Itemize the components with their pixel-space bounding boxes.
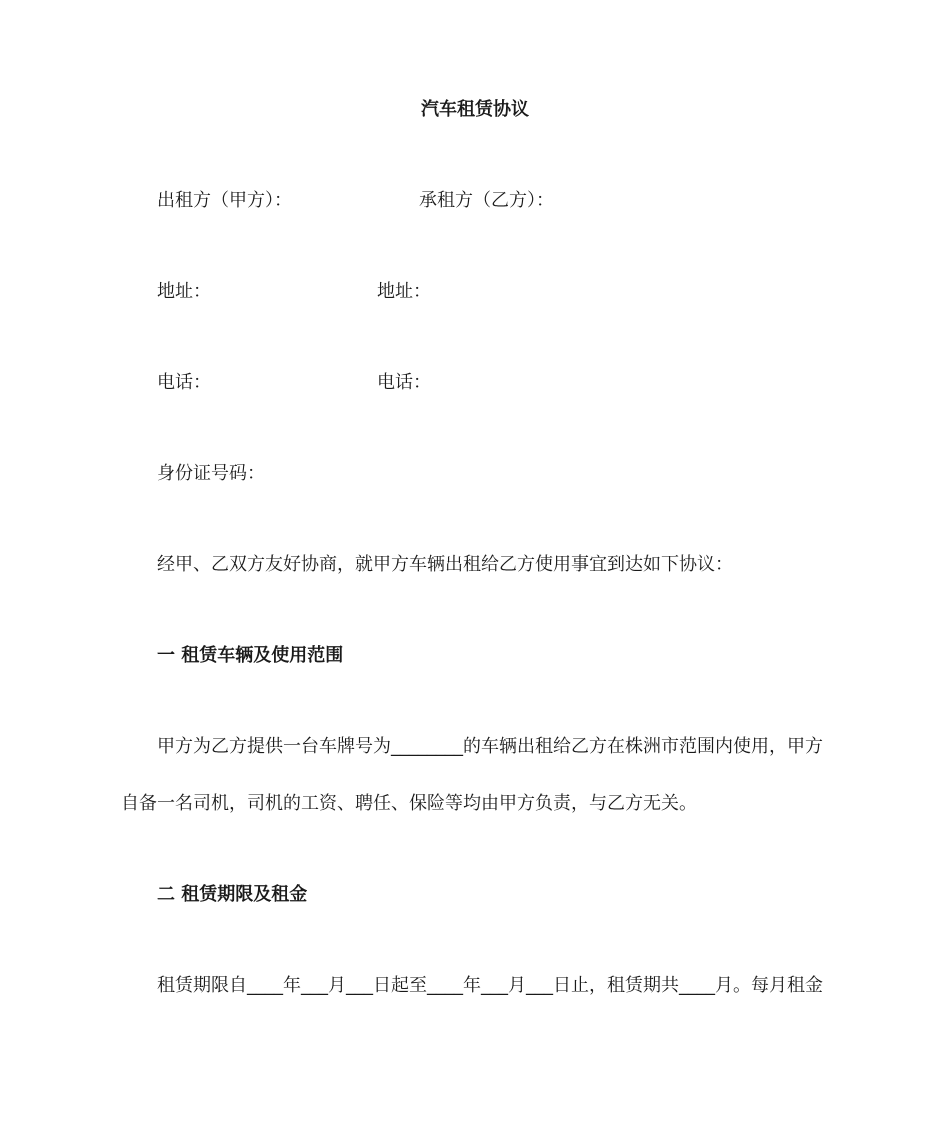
phone-b-label: 电话： (377, 372, 431, 393)
section2-paragraph-line1: 租赁期限自____年___月___日起至____年___月___日止，租赁期共____月。每月租金 (157, 975, 823, 996)
address-b-label: 地址： (377, 281, 431, 302)
party-a-label: 出租方（甲方）： (157, 190, 292, 211)
phone-a-label: 电话： (157, 372, 211, 393)
document-title: 汽车租赁协议 (421, 99, 529, 120)
section1-heading: 一 租赁车辆及使用范围 (157, 645, 344, 666)
section1-paragraph-line2: 自备一名司机，司机的工资、聘任、保险等均由甲方负责，与乙方无关。 (121, 793, 697, 814)
party-b-label: 承租方（乙方）： (419, 190, 554, 211)
address-a-label: 地址： (157, 281, 211, 302)
id-number-label: 身份证号码： (157, 463, 265, 484)
section1-paragraph-line1: 甲方为乙方提供一台车牌号为________的车辆出租给乙方在株洲市范围内使用，甲方 (157, 736, 823, 757)
section2-heading: 二 租赁期限及租金 (157, 884, 308, 905)
intro-paragraph: 经甲、乙双方友好协商，就甲方车辆出租给乙方使用事宜到达如下协议： (157, 554, 733, 575)
